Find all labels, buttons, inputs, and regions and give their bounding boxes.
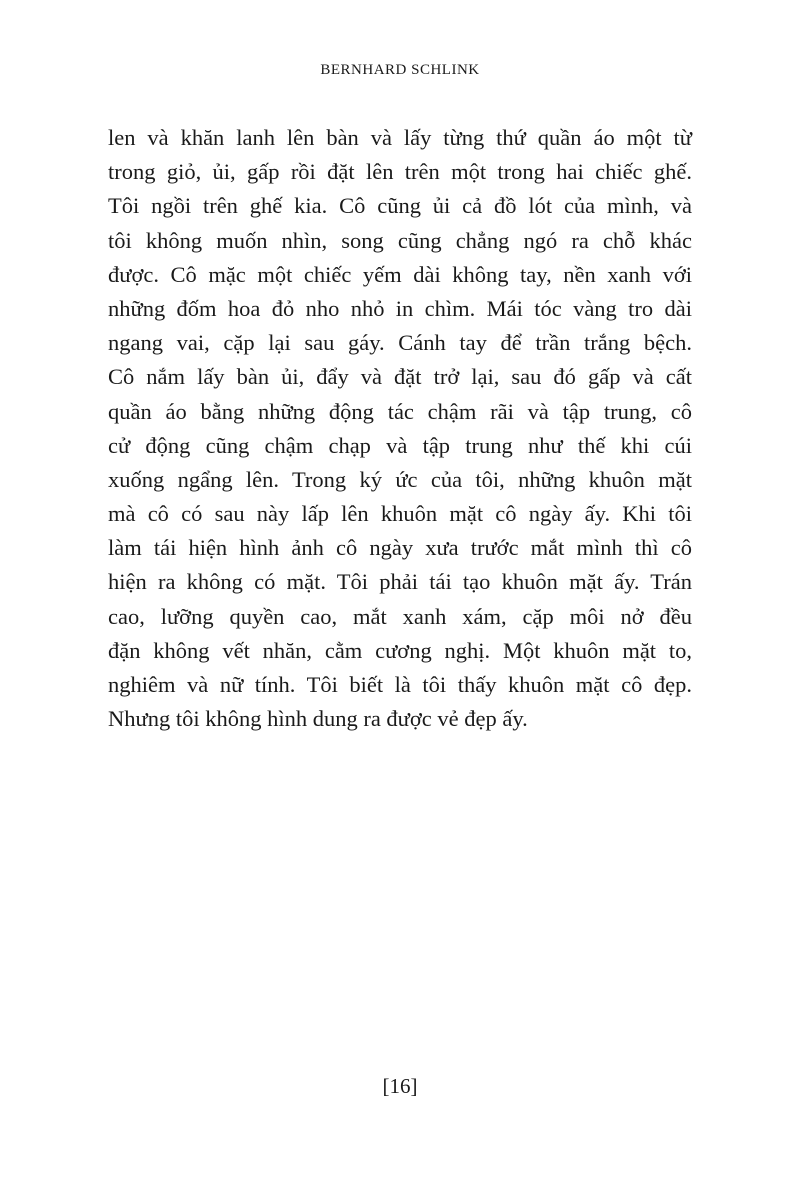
text-line: Cô nắm lấy bàn ủi, đẩy và đặt trở lại, sau đó gấp và cất bbox=[108, 364, 692, 390]
text-line: Tôi ngồi trên ghế kia. Cô cũng ủi cả đồ lót của mình, và bbox=[108, 193, 692, 219]
text-line: ngang vai, cặp lại sau gáy. Cánh tay để trần trắng bệch. bbox=[108, 330, 692, 356]
text-line-last: Nhưng tôi không hình dung ra được vẻ đẹp ấy. bbox=[108, 706, 528, 732]
text-line: quần áo bằng những động tác chậm rãi và tập trung, cô bbox=[108, 398, 692, 424]
text-line: len và khăn lanh lên bàn và lấy từng thứ quần áo một từ bbox=[108, 125, 692, 150]
text-line: mà cô có sau này lấp lên khuôn mặt cô ngày ấy. Khi tôi bbox=[108, 501, 692, 527]
body-text-block bbox=[108, 121, 692, 736]
text-line: xuống ngẩng lên. Trong ký ức của tôi, những khuôn mặt bbox=[108, 466, 692, 492]
text-line: đặn không vết nhăn, cằm cương nghị. Một khuôn mặt to, bbox=[108, 637, 692, 663]
text-line: được. Cô mặc một chiếc yếm dài không tay, nền xanh với bbox=[108, 261, 692, 287]
text-line: tôi không muốn nhìn, song cũng chẳng ngó ra chỗ khác bbox=[108, 227, 692, 253]
text-line: trong giỏ, ủi, gấp rồi đặt lên trên một trong hai chiếc ghế. bbox=[108, 159, 692, 185]
running-header-author: BERNHARD SCHLINK bbox=[320, 62, 480, 78]
text-line: hiện ra không có mặt. Tôi phải tái tạo khuôn mặt ấy. Trán bbox=[108, 569, 692, 595]
text-line: làm tái hiện hình ảnh cô ngày xưa trước mắt mình thì cô bbox=[108, 535, 692, 561]
text-line: cao, lưỡng quyền cao, mắt xanh xám, cặp môi nở đều bbox=[108, 603, 692, 629]
text-line: nghiêm và nữ tính. Tôi biết là tôi thấy khuôn mặt cô đẹp. bbox=[108, 672, 692, 697]
text-line: cử động cũng chậm chạp và tập trung như thế khi cúi bbox=[108, 432, 692, 458]
text-line: những đốm hoa đỏ nho nhỏ in chìm. Mái tóc vàng tro dài bbox=[108, 295, 692, 321]
page-number: [16] bbox=[382, 1074, 418, 1098]
